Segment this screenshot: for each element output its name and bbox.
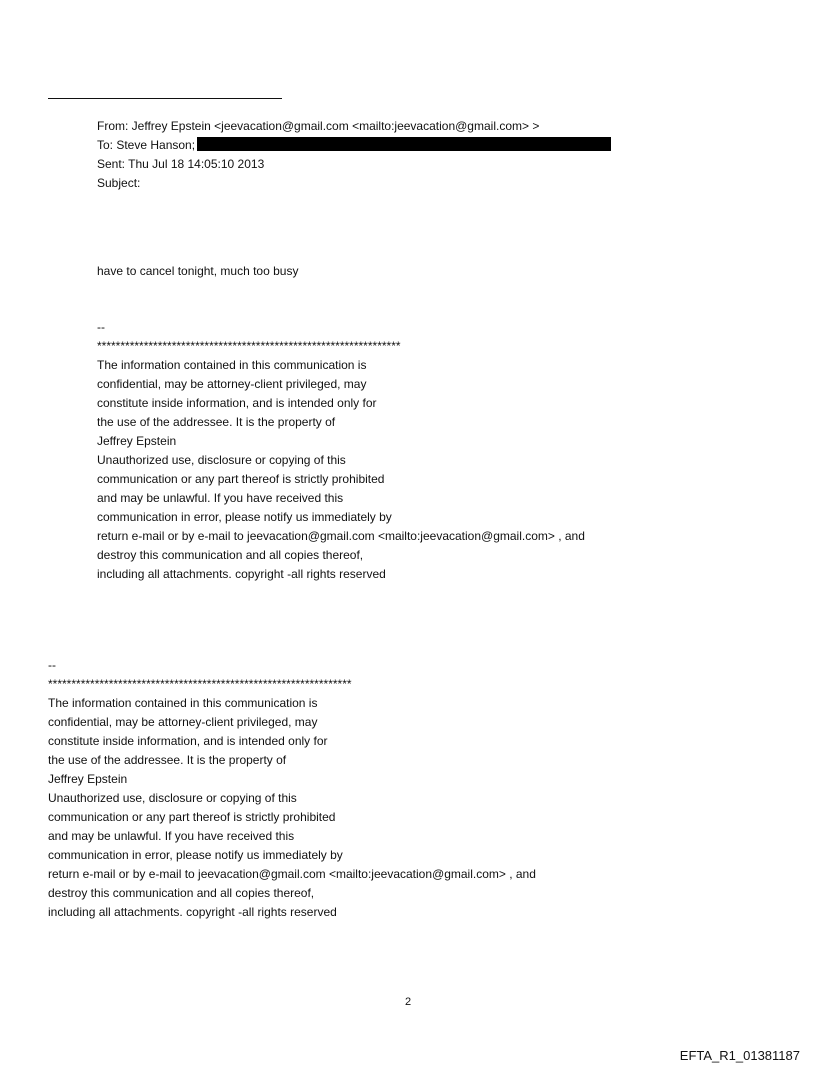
sent-line: Sent: Thu Jul 18 14:05:10 2013	[97, 157, 265, 171]
redaction-box	[197, 137, 611, 151]
message-body: have to cancel tonight, much too busy	[97, 264, 299, 278]
to-text: To: Steve Hanson;	[97, 138, 196, 152]
disclaimer-line: destroy this communication and all copies thereof,	[48, 886, 315, 900]
outer-disclaimer	[48, 656, 536, 922]
disclaimer-line: communication or any part thereof is strictly prohibited	[48, 810, 336, 824]
disclaimer-line: Jeffrey Epstein	[97, 434, 177, 448]
from-line: From: Jeffrey Epstein <jeevacation@gmail.com <mailto:jeevacation@gmail.com> >	[97, 119, 540, 133]
disclaimer-line: *****************************************************************	[97, 339, 401, 353]
email-header	[97, 117, 611, 193]
page-number: 2	[404, 996, 412, 1008]
disclaimer-line: communication or any part thereof is strictly prohibited	[97, 472, 385, 486]
disclaimer-line: communication in error, please notify us immediately by	[48, 848, 343, 862]
disclaimer-line: return e-mail or by e-mail to jeevacation@gmail.com <mailto:jeevacation@gmail.com> , and	[97, 529, 585, 543]
to-line	[97, 136, 611, 155]
disclaimer-line: communication in error, please notify us immediately by	[97, 510, 392, 524]
disclaimer-line: The information contained in this communication is	[97, 358, 367, 372]
disclaimer-line: and may be unlawful. If you have received this	[97, 491, 344, 505]
header-divider-rule	[48, 98, 282, 99]
disclaimer-line: The information contained in this communication is	[48, 696, 318, 710]
disclaimer-line: --	[97, 320, 105, 334]
subject-line: Subject:	[97, 176, 141, 190]
disclaimer-line: Unauthorized use, disclosure or copying of this	[97, 453, 346, 467]
disclaimer-line: constitute inside information, and is intended only for	[97, 396, 377, 410]
disclaimer-line: the use of the addressee. It is the property of	[48, 753, 287, 767]
bates-number: EFTA_R1_01381187	[679, 1048, 800, 1063]
disclaimer-line: Unauthorized use, disclosure or copying of this	[48, 791, 297, 805]
disclaimer-line: --	[48, 658, 56, 672]
disclaimer-line: including all attachments. copyright -all rights reserved	[48, 905, 337, 919]
disclaimer-line: and may be unlawful. If you have received this	[48, 829, 295, 843]
disclaimer-line: including all attachments. copyright -all rights reserved	[97, 567, 386, 581]
disclaimer-line: confidential, may be attorney-client privileged, may	[97, 377, 367, 391]
inner-disclaimer	[97, 318, 585, 584]
disclaimer-line: return e-mail or by e-mail to jeevacation@gmail.com <mailto:jeevacation@gmail.com> , and	[48, 867, 536, 881]
disclaimer-line: confidential, may be attorney-client privileged, may	[48, 715, 318, 729]
disclaimer-line: Jeffrey Epstein	[48, 772, 128, 786]
disclaimer-line: *****************************************************************	[48, 677, 352, 691]
disclaimer-line: constitute inside information, and is intended only for	[48, 734, 328, 748]
disclaimer-line: the use of the addressee. It is the property of	[97, 415, 336, 429]
disclaimer-line: destroy this communication and all copies thereof,	[97, 548, 364, 562]
